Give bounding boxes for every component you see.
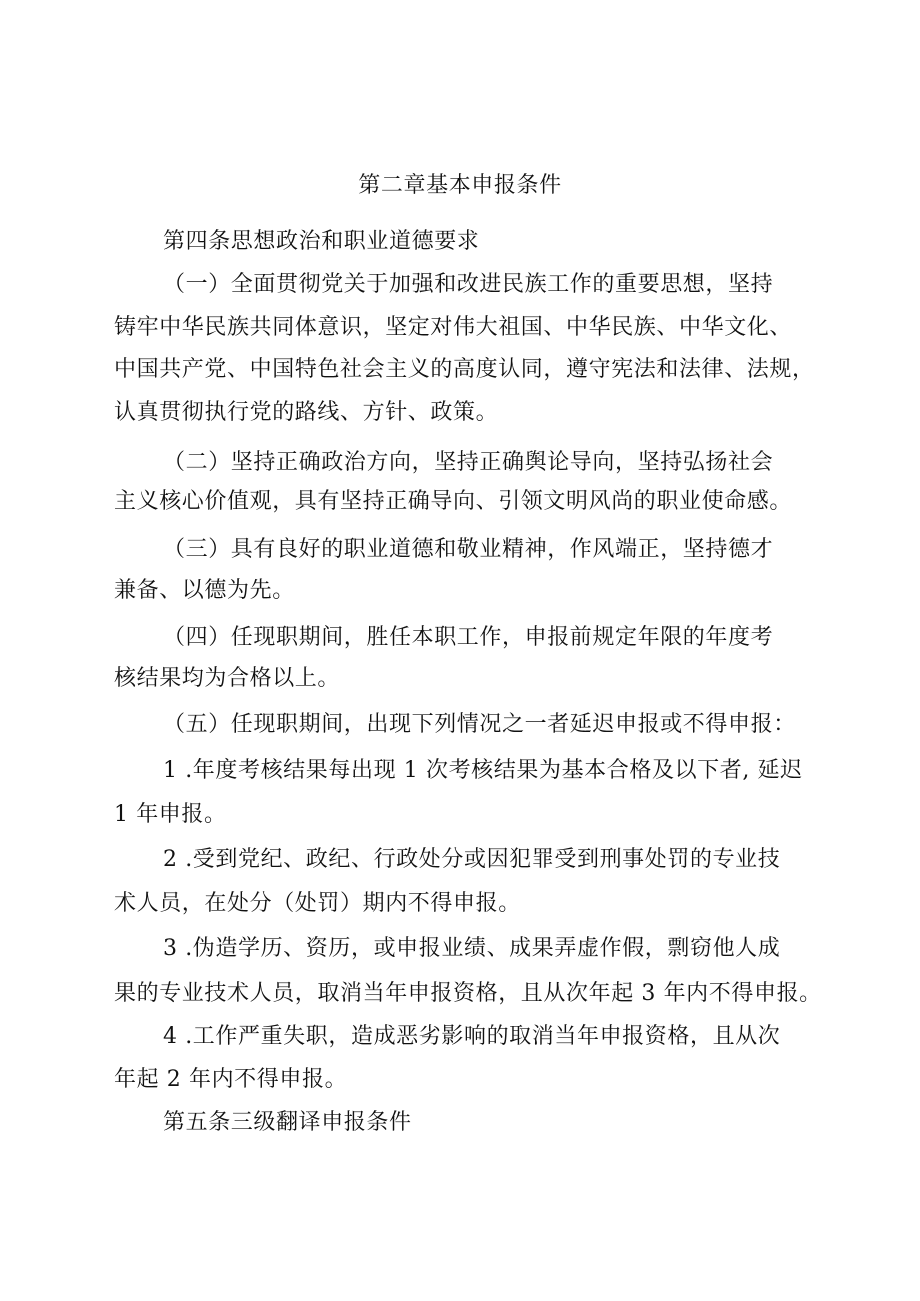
item-1-line-1: （一）全面贯彻党关于加强和改进民族工作的重要思想，坚持 (163, 272, 774, 297)
chapter-title: 第二章基本申报条件 (358, 173, 562, 198)
sub-2-line-1: 2 .受到党纪、政纪、行政处分或因犯罪受到刑事处罚的专业技 (163, 847, 781, 872)
sub-3-line-2: 果的专业技术人员，取消当年申报资格，且从次年起 3 年内不得申报。 (114, 981, 822, 1006)
item-2-line-1: （二）坚持正确政治方向，坚持正确舆论导向，坚持弘扬社会 (163, 450, 774, 475)
item-2-line-2: 主义核心价值观，具有坚持正确导向、引领文明风尚的职业使命感。 (114, 489, 793, 514)
item-4-line-2: 核结果均为合格以上。 (114, 666, 341, 691)
item-5-line-1: （五）任现职期间，出现下列情况之一者延迟申报或不得申报： (163, 712, 796, 737)
article-5-heading: 第五条三级翻译申报条件 (163, 1110, 412, 1135)
item-1-line-3: 中国共产党、中国特色社会主义的高度认同，遵守宪法和法律、法规， (114, 357, 815, 382)
item-1-line-4: 认真贯彻执行党的路线、方针、政策。 (114, 400, 499, 425)
item-3-line-2: 兼备、以德为先。 (114, 578, 295, 603)
article-4-heading: 第四条思想政治和职业道德要求 (163, 229, 480, 254)
sub-4-line-1: 4 .工作严重失职，造成恶劣影响的取消当年申报资格，且从次 (163, 1024, 781, 1049)
sub-3-line-1: 3 .伪造学历、资历，或申报业绩、成果弄虚作假，剽窃他人成 (163, 936, 781, 961)
sub-1-line-1: 1 .年度考核结果每出现 1 次考核结果为基本合格及以下者, 延迟 (163, 758, 803, 783)
sub-2-line-2: 术人员，在处分（处罚）期内不得申报。 (114, 891, 521, 916)
item-1-line-2: 铸牢中华民族共同体意识，坚定对伟大祖国、中华民族、中华文化、 (114, 315, 793, 340)
sub-4-line-2: 年起 2 年内不得申报。 (114, 1067, 348, 1092)
item-3-line-1: （三）具有良好的职业道德和敬业精神，作风端正，坚持德才 (163, 537, 774, 562)
sub-1-line-2: 1 年申报。 (114, 802, 227, 827)
item-4-line-1: （四）任现职期间，胜任本职工作，申报前规定年限的年度考 (163, 625, 774, 650)
